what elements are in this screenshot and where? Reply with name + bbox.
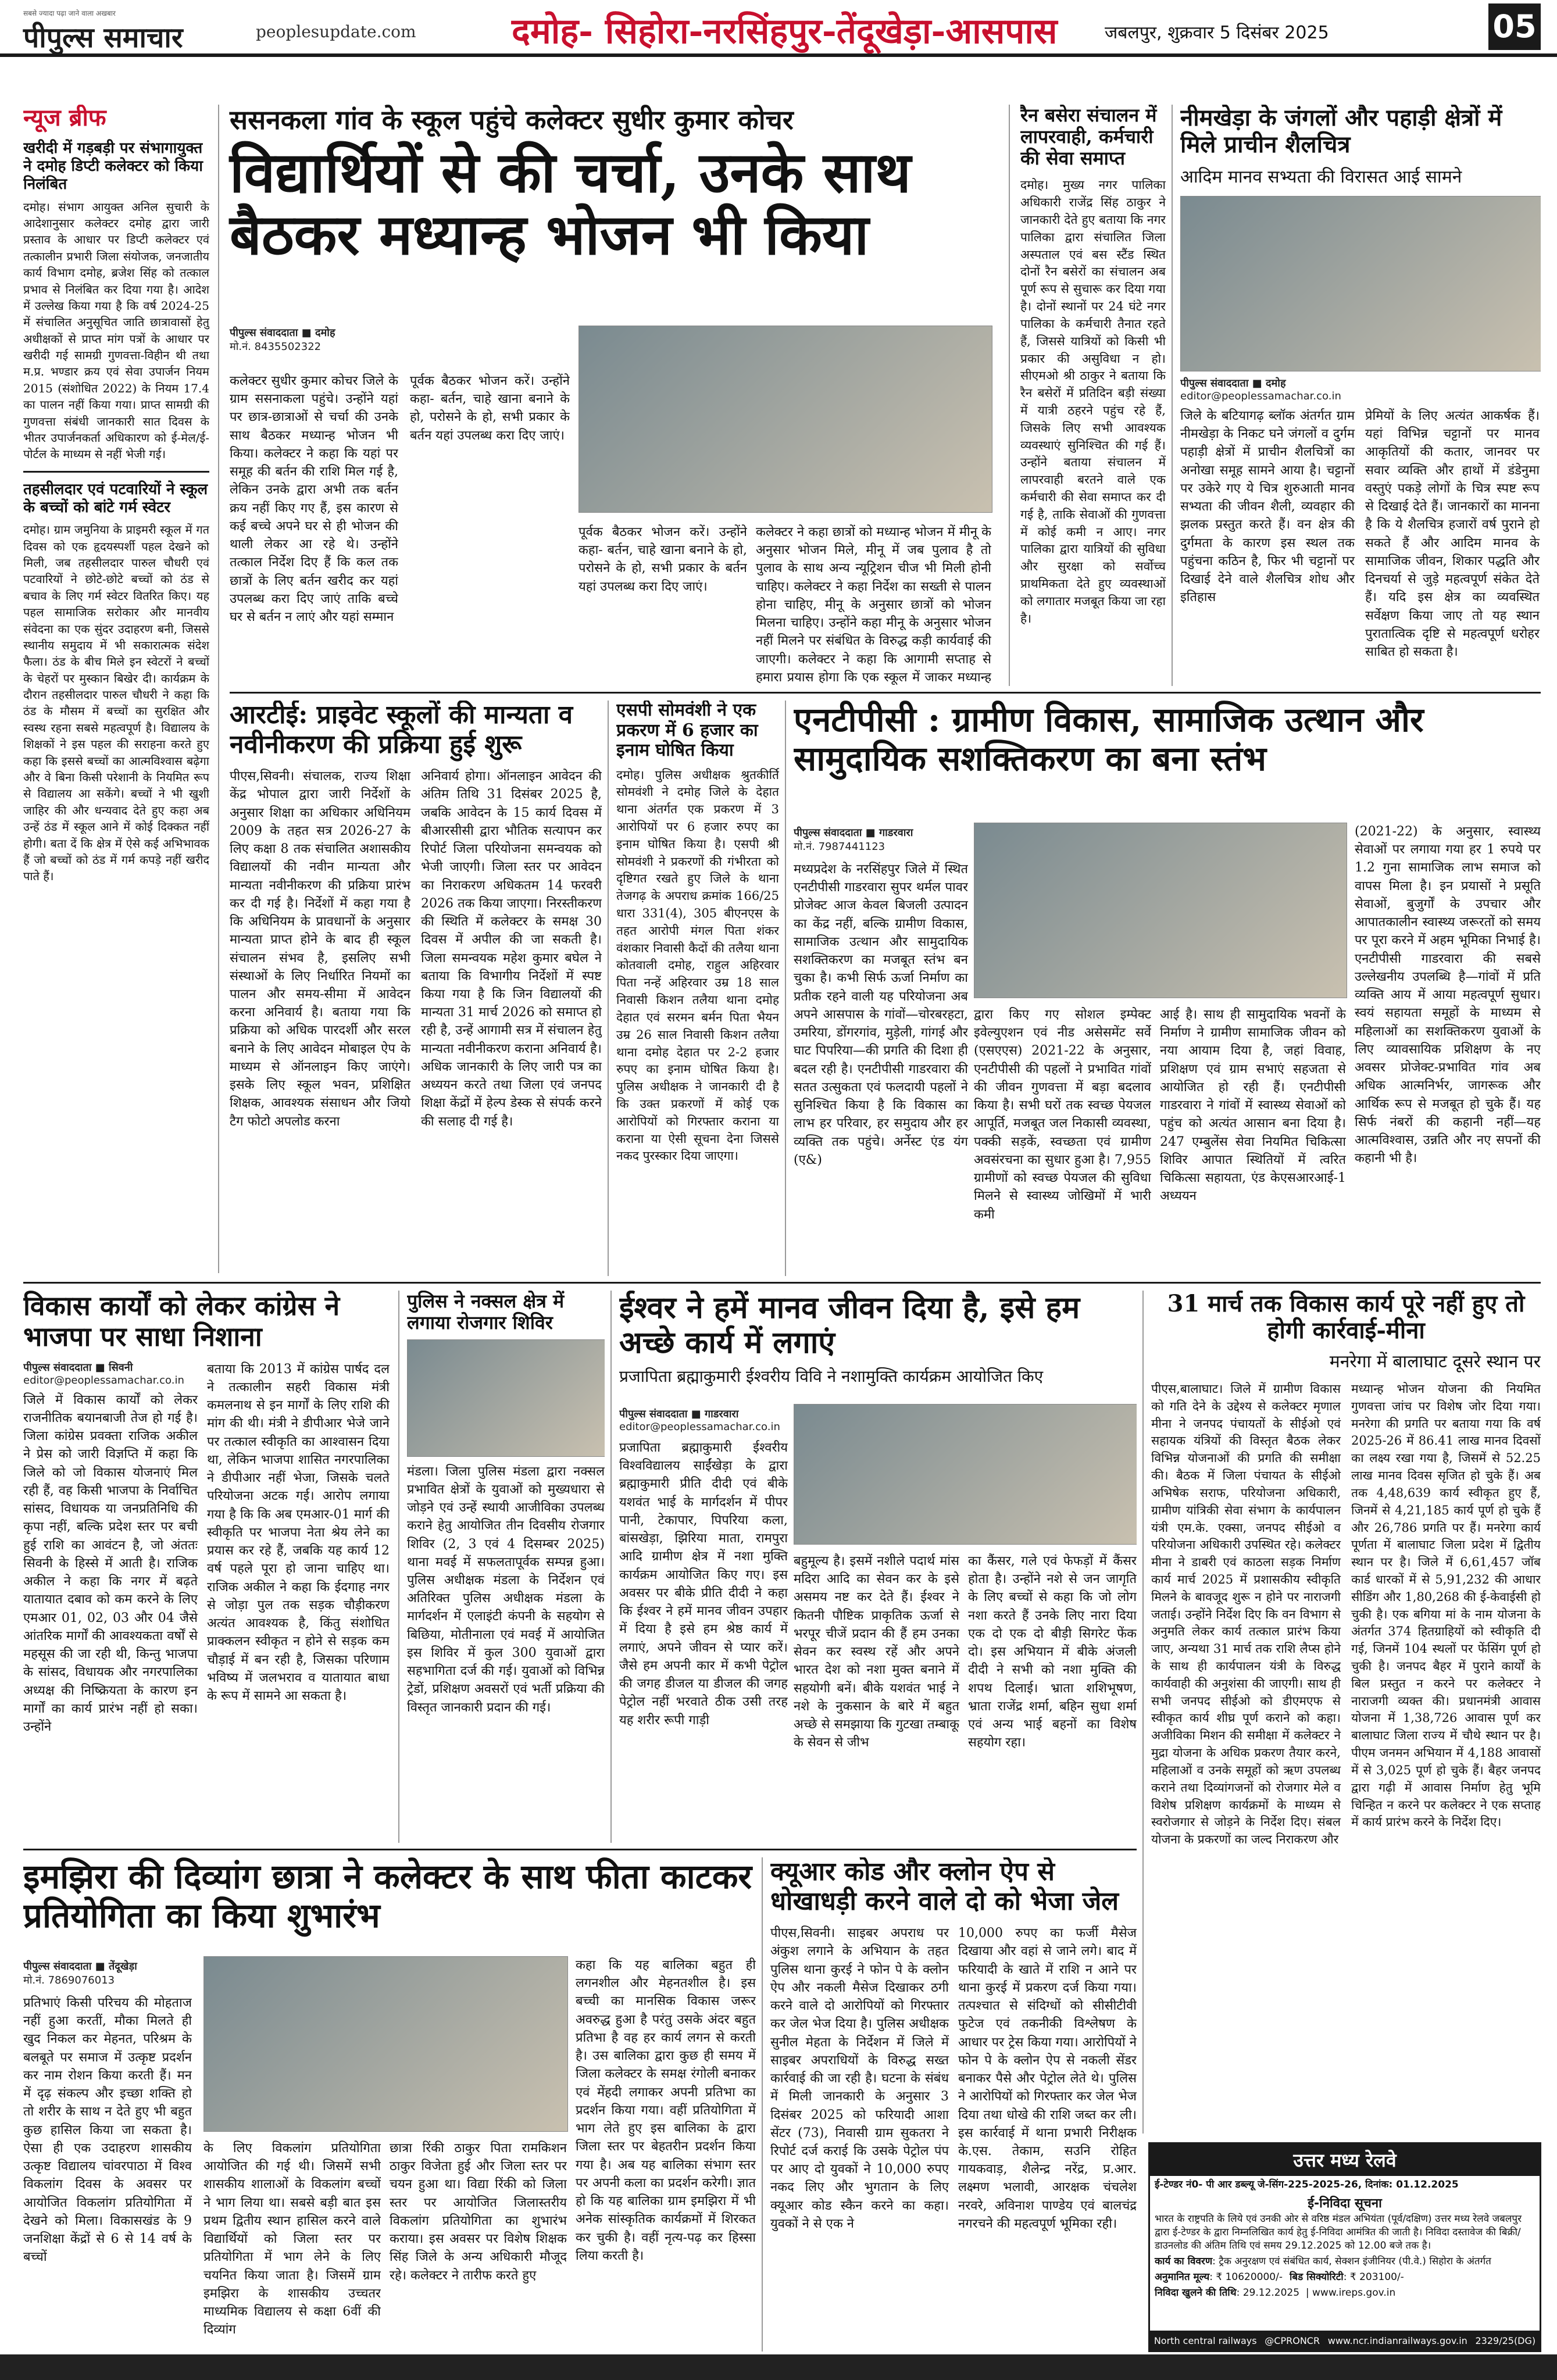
tender-emd-label: बिड सिक्योरिटी <box>1289 2271 1344 2283</box>
lead-col4: कलेक्टर ने कहा छात्रों को मध्यान्ह भोजन में मीनू के अनुसार भोजन मिले, मीनू में जब पुलाव है तो पुलाव के साथ अन्य न्यूट्रिशन चीज भी मिली होनी चाहिए। कलेक्टर ने कहा निर्देश का सख्ती से पालन होना चाहिए, मीनू के अनुसार छात्रों को भोजन मिलना चाहिए। उन्होंने कहा मीनू के अनुसार भोजन नहीं मिलने पर संबंधित के विरुद्ध कड़ी कार्यवाई की जाएगी। कलेक्टर ने कहा कि आगामी सप्ताह से हमारा प्रयास होगा कि एक स्कूल में जाकर मध्यान्ह <box>756 525 991 685</box>
sp-headline: एसपी सोमवंशी ने एक प्रकरण में 6 हजार का इनाम घोषित किया <box>616 701 758 760</box>
ntpc-plant-photo <box>974 823 1347 998</box>
ishwar-col3: का कैंसर, गले एवं फेफड़ों में कैंसर होता है। उन्होंने नशे से जन जागृति के लिए बच्चों से कहा कि जो लोग नशा करते हैं उनके लिए नारा दिया एक दो एक दो बीड़ी सिगरेट फेंक दो। इस अभियान में बीके अंजली दीदी ने सभी को नशा मुक्ति की शपथ दिलाई। भ्राता शशिभूषण, भ्राता राजेंद्र शर्मा, बहिन सुधा शर्मा एवं अन्य भाई बहनों का विशेष सहयोग रहा। <box>968 1554 1137 1750</box>
mnrega-subhead: मनरेगा में बालाघाट दूसरे स्थान पर <box>1329 1352 1541 1372</box>
tender-website[interactable]: www.ireps.gov.in <box>1312 2286 1396 2299</box>
mnrega-headline: 31 मार्च तक विकास कार्य पूरे नहीं हुए तो होगी कार्रवाई-मीना <box>1167 1291 1525 1344</box>
qr-fraud-col2: 10,000 रुपए का फर्जी मैसेज दिखाया और वहां से जाने लगे। बाद में फरियादी के खाते में राशि न आने पर थाना कुरई में प्रकरण दर्ज किया गया। तत्पश्चात से संदिग्धों को सीसीटीवी फुटेज एवं तकनीकी विश्लेषण के आधार पर ट्रेस किया गया। आरोपियों ने फोन पे के क्लोन ऐप से नकली सेंडर बनाकर पैसे और पेट्रोल लेते थे। पुलिस ने आरोपियों को गिरफ्तार कर जेल भेज दिया तथा धोखे की राशि जब्त कर ली। इस कार्रवाई में थाना प्रभारी निरीक्षक के.एस. तेकाम, सउनि रोहित गायकवाड़, शैलेन्द्र नरेंद्र, प्र.आर. लक्ष्मण भलावी, आरक्षक चंचलेश नरवरे, अविनाश पाण्डेय एवं बालचंद्र नगरचने की महत्वपूर्ण भूमिका रही। <box>958 1926 1137 2231</box>
sp-body: दमोह। पुलिस अधीक्षक श्रुतकीर्ति सोमवंशी ने दमोह जिले के देहात थाना अंतर्गत एक प्रकरण में 3 आरोपियों पर 6 हजार रुपए का इनाम घोषित किया है। एसपी श्री सोमवंशी ने प्रकरणों की गंभीरता को दृष्टिगत रखते हुए जिले के थाना तेजगढ़ के अपराध क्रमांक 166/25 धारा 331(4), 305 बीएनएस के तहत आरोपी मंगल पिता शंकर वंशकार निवासी कैदों की तलैया थाना कोतवाली दमोह, राहुल अहिरवार पिता नन्हें अहिरवार उम्र 18 साल निवासी किशन तलैया थाना दमोह देहात एवं सरमन बर्मन पिता भैयन उम्र 26 साल निवासी किशन तलैया थाना दमोह देहात पर 2-2 हजार रुपए का इनाम घोषित किया है। पुलिस अधीक्षक ने जानकारी दी है कि उक्त प्रकरणों में कोई एक आरोपियों को गिरफ्तार कराना या कराना या ऐसी सूचना देना जिससे नकद पुरस्कार दिया जाएगा। <box>616 767 779 1163</box>
lead-mobile: मो.नं. 8435502322 <box>230 341 322 353</box>
rte-col2: अनिवार्य होगा। ऑनलाइन आवेदन की अंतिम तिथि 31 दिसंबर 2025 है, जबकि आवेदन के 15 कार्य दिवस में बीआरसीसी द्वारा भौतिक सत्यापन कर रिपोर्ट जिला परियोजना समन्वयक को भेजी जाएगी। जिला स्तर पर आवेदन का निराकरण अधिकतम 14 फरवरी 2026 तक किया जाएगा। निरस्तीकरण की स्थिति में कलेक्टर के समक्ष 30 दिवस में अपील की जा सकती है। जिला समन्वयक महेश कुमार बघेल ने बताया कि विभागीय निर्देशों में स्पष्ट किया गया है कि जिन विद्यालयों की मान्यता 31 मार्च 2026 को समाप्त हो रही है, उन्हें आगामी सत्र में संचालन हेतु मान्यता नवीनीकरण कराना अनिवार्य है। अधिक जानकारी के लिए जारी पत्र का अध्ययन करते तथा जिला एवं जनपद शिक्षा केंद्रों में हेल्प डेस्क से संपर्क करने की सलाह दी गई है। <box>421 769 602 1129</box>
tender-footer-x[interactable]: @CPRONCR <box>1265 2335 1320 2346</box>
qr-fraud-story <box>770 1857 1137 2352</box>
tender-cost-label: अनुमानित मूल्य <box>1155 2271 1210 2283</box>
sp-story <box>616 701 779 1276</box>
brief-headline: तहसीलदार एवं पटवारियों ने स्कूल के बच्चों को बांटे गर्म स्वेटर <box>23 480 208 516</box>
tender-cost: ₹ 10620000/- <box>1216 2271 1283 2283</box>
tender-close: 29.12.2025 <box>1242 2286 1300 2299</box>
ntpc-byline: पीपुल्स संवाददाता ■ गाडरवारा <box>794 827 913 839</box>
congress-col1: जिले में विकास कार्यों को लेकर राजनीतिक बयानबाजी तेज हो गई है। जिला कांग्रेस प्रवक्ता राजिक अकील ने प्रेस को जारी विज्ञप्ति में कहा कि जिले को जो विकास योजनाएं मिल रही हैं, वह किसी भाजपा के निर्वाचित सांसद, विधायक या जनप्रतिनिधि की कृपा नहीं, बल्कि प्रदेश स्तर पर बची हुई राशि का आवंटन है, जो अंततः सिवनी के हिस्से में आती है। राजिक अकील ने कहा कि नगर में बढ़ते यातायात दबाव को कम करने के लिए एमआर 01, 02, 03 और 04 जैसे आंतरिक मार्गों की आवश्यकता वर्षों से महसूस की जा रही थी, किन्तु भाजपा के सांसद, विधायक और नगरपालिका अध्यक्ष की निष्क्रियता के कारण इन मार्गों का कार्य प्रारंभ नहीं हो सका। उन्होंने <box>23 1392 198 1734</box>
congress-email[interactable]: editor@peoplessamachar.co.in <box>23 1374 184 1386</box>
ntpc-mobile: मो.नं. 7987441123 <box>794 841 885 853</box>
ntpc-col3: आई है। साथ ही सामुदायिक भवनों के निर्माण ने ग्रामीण सामाजिक जीवन को नया आयाम दिया है, जहां विवाह, प्रशिक्षण एवं ग्राम सभाएं सहजता से आयोजित हो रही हैं। एनटीपीसी गाडरवारा ने गांवों में स्वास्थ्य सेवाओं को पहुंच को अत्यंत आसान बना दिया है। 247 एम्बुलेंस सेवा नियमित चिकित्सा शिविर आपात स्थितियों में त्वरित चिकित्सा सहायता, एंड केएसआरआई-1 अध्ययन <box>1160 1007 1346 1204</box>
rockart-story <box>1180 105 1541 686</box>
rte-headline: आरटीई: प्राइवेट स्कूलों की मान्यता व नवीनीकरण की प्रक्रिया हुई शुरू <box>230 701 573 759</box>
ishwar-subhead: प्रजापिता ब्रह्माकुमारी ईश्वरीय विवि ने नशामुक्ति कार्यक्रम आयोजित किए <box>619 1366 1044 1386</box>
brief-body: दमोह। ग्राम जमुनिया के प्राइमरी स्कूल में गत दिवस को एक हृदयस्पर्शी पहल देखने को मिली, जब तहसीलदार पारुल चौधरी एवं पटवारियों ने छोटे-छोटे बच्चों को ठंड से बचाव के लिए गर्म स्वेटर वितरित किए। यह पहल सामाजिक सरोकार और मानवीय संवेदना का एक सुंदर उदाहरण बनी, जिससे स्थानीय समुदाय में भी सकारात्मक संदेश फैला। ठंड के बीच मिले इन स्वेटरों ने बच्चों के चेहरों पर मुस्कान बिखेर दी। कार्यक्रम के दौरान तहसीलदार पारुल चौधरी ने कहा कि ठंड के मौसम में बच्चों का सुरक्षित और स्वस्थ रहना सबसे महत्वपूर्ण है। विद्यालय के शिक्षकों ने इस पहल की सराहना करते हुए कहा कि इससे बच्चों का आत्मविश्वास बढ़ेगा और वे बिना किसी परेशानी के नियमित रूप से विद्यालय आ सकेंगे। बच्चों ने भी खुशी जाहिर की और धन्यवाद देते हुए कहा अब उन्हें ठंड में स्कूल आने में कोई दिक्कत नहीं होगी। बता दें कि क्षेत्र में ऐसे कई अभिभावक हैं जो बच्चों को ठंड में गर्म कपड़े नहीं खरीद पाते हैं। <box>23 523 209 884</box>
lead-byline: पीपुल्स संवाददाता ■ दमोह <box>230 327 335 339</box>
divyang-col1: प्रतिभाएं किसी परिचय की मोहताज नहीं हुआ करतीं, मौका मिलते ही खुद निकल कर मेहनत, परिश्रम के बलबूते पर समाज में उत्कृष्ट प्रदर्शन कर नाम रोशन किया करती हैं। मन में दृढ़ संकल्प और इच्छा शक्ति हो तो शरीर के साथ न देते हुए भी बहुत कुछ हासिल किया जा सकता है। ऐसा ही एक उदाहरण शासकीय उत्कृष्ट विद्यालय चांवरपाठा में विश्व विकलांग दिवस के अवसर पर आयोजित विकलांग प्रतियोगिता में देखने को मिला। विकासखंड के 9 जनशिक्षा केंद्रों से 6 से 14 वर्ष के बच्चों <box>23 1996 192 2265</box>
divyang-col2: के लिए विकलांग प्रतियोगिता आयोजित की गई थी। जिसमें सभी शासकीय शालाओं के विकलांग बच्चों ने भाग लिया था। सबसे बड़ी बात इस प्रथम द्वितीय स्थान हासिल करने वाले विद्यार्थियों को जिला स्तर पर प्रतियोगिता में भाग लेने के लिए चयनित किया जाता है। जिसमें ग्राम इमझिरा के शासकीय उच्चतर माध्यमिक विद्यालय से कक्षा 6वीं की दिव्यांग <box>203 2141 381 2338</box>
tender-ref: ई-टेण्डर नं0- पी आर डब्ल्यू जे-सिंग-225-2025-26, दिनांक: 01.12.2025 <box>1155 2179 1459 2190</box>
edition-date: जबलपुर, शुक्रवार 5 दिसंबर 2025 <box>1105 23 1329 43</box>
railway-tender-ad: उत्तर मध्य रेलवे ई-टेण्डर नं0- पी आर डब्ल्यू जे-सिंग-225-2025-26, दिनांक: 01.12.2025 ई-निविदा सूचना भारत के राष्ट्रपति के लिये एवं उनकी ओर से वरिष्ठ मंडल अभियंता (पूर्व/दक्षिण) उत्तर मध्य रेलवे जबलपुर द्वारा ई-टेण्डर के द्वारा निम्नलिखित कार्य हेतु ई-निविदा आमंत्रित की जाती है। निविदा दस्तावेज की बिक्री/डाउनलोड की अंतिम तिथि एवं समय 29.12.2025 को 12.00 बजे तक है। कार्य का विवरण: ट्रैक अनुरक्षण एवं संबंधित कार्य, सेक्शन इंजीनियर (पी.वे.) सिहोरा के अंतर्गत अनुमानित मूल्य: ₹ 10620000/- बिड सिक्योरिटी: ₹ 203100/- निविदा खुलने की तिथि: 29.12.2025 | www.ireps.gov.in North central railways @CPRONCR www.ncr.indianrailways.gov.in 2329/25(DG) <box>1148 2142 1541 2352</box>
ishwar-col2: बहुमूल्य है। इसमें नशीले पदार्थ मांस मदिरा आदि का सेवन कर के इसे असमय नष्ट कर देते हैं। ईश्वर ने कितनी पौष्टिक प्राकृतिक ऊर्जा से भरपूर चीजें प्रदान की हैं हम उनका सेवन कर स्वस्थ रहें और अपने भारत देश को नशा मुक्त बनाने में सहयोगी बनें। बीके यशवंत भाई ने नशे के नुकसान के बारे में बहुत अच्छे से समझाया कि गुटखा तम्बाकू के सेवन से जीभ <box>794 1554 959 1750</box>
tender-footer-handle[interactable]: North central railways <box>1154 2335 1257 2346</box>
rte-story <box>230 701 602 1276</box>
divyang-col3: छात्रा रिंकी ठाकुर पिता रामकिशन ठाकुर विजेता हुई और जिला स्तर पर चयन हुआ था। विद्या रिंकी को जिला स्तर पर आयोजित जिलास्तरीय विकलांग प्रतियोगिता का शुभारंभ कराया। इस अवसर पर विशेष शिक्षक सिंह जिले के अन्य अधिकारी मौजूद रहे। कलेक्टर ने तारीफ करते हुए <box>390 2141 567 2283</box>
tender-close-label: निविदा खुलने की तिथि <box>1155 2286 1237 2299</box>
lead-kicker: ससनकला गांव के स्कूल पहुंचे कलेक्टर सुधीर कुमार कोचर <box>230 104 794 135</box>
divyang-byline: पीपुल्स संवाददाता ■ तेंदूखेड़ा <box>23 1960 137 1972</box>
masthead <box>0 0 1557 57</box>
qr-fraud-headline: क्यूआर कोड और क्लोन ऐप से धोखाधड़ी करने वाले दो को भेजा जेल <box>770 1857 1119 1916</box>
lead-col2: पूर्वक बैठकर भोजन करें। उन्होंने कहा- बर्तन, चाहे खाना बनाने के हो, परोसने के हो, सभी प्रकार के बर्तन यहां उपलब्ध करा दिए जाएं। <box>410 374 570 443</box>
tender-title: ई-निविदा सूचना <box>1308 2196 1382 2211</box>
mnrega-col2: मध्यान्ह भोजन योजना की नियमित गुणवत्ता जांच पर विशेष जोर दिया गया। मनरेगा की प्रगति पर बताया गया कि वर्ष 2025-26 में 86.41 लाख मानव दिवसों का लक्ष्य रखा गया है, जिसमें से 52.25 लाख मानव दिवस सृजित हो चुके हैं। अब तक 4,48,639 कार्य स्वीकृत हुए हैं, जिनमें से 4,21,185 कार्य पूर्ण हो चुके हैं और 26,786 प्रगति पर हैं। मनरेगा कार्य पूर्णता में बालाघाट जिला प्रदेश में द्वितीय स्थान पर है। जिले में 6,61,457 जॉब कार्ड धारकों में से 5,91,232 की आधार सीडिंग और 1,80,268 की ई-केवाईसी हो चुकी है। एक बगिया मां के नाम योजना के अंतर्गत 374 हितग्राहियों को स्वीकृति दी गई, जिनमें 104 स्थलों पर फेंसिंग पूर्ण हो चुकी है। जनपद बैहर में पुराने कार्यों के बिल प्रस्तुत न करने पर कलेक्टर ने नाराजगी व्यक्त की। प्रधानमंत्री आवास योजना में 1,38,726 आवास पूर्ण कर बालाघाट जिला राज्य में चौथे स्थान पर है। पीएम जनमन अभियान में 4,188 आवासों में से 3,025 पूर्ण हो चुके हैं। बैहर जनपद द्वारा गढ़ी में आवास निर्माण हेतु भूमि चिन्हित न करने पर कलेक्टर ने एक सप्ताह में कार्य प्रारंभ करने के निर्देश दिए। <box>1351 1382 1541 1829</box>
tender-intro: भारत के राष्ट्रपति के लिये एवं उनकी ओर से वरिष्ठ मंडल अभियंता (पूर्व/दक्षिण) उत्तर मध्य रेलवे जबलपुर द्वारा ई-टेण्डर के द्वारा निम्नलिखित कार्य हेतु ई-निविदा आमंत्रित की जाती है। निविदा दस्तावेज की बिक्री/डाउनलोड की अंतिम तिथि एवं समय 29.12.2025 को 12.00 बजे तक है। <box>1155 2213 1522 2252</box>
ntpc-col4: (2021-22) के अनुसार, स्वास्थ्य सेवाओं पर लगाया गया हर 1 रुपये पर 1.2 गुना सामाजिक लाभ समाज को वापस मिला है। इन प्रयासों ने प्रसूति सेवाओं, बुजुर्गों के उपचार और आपातकालीन स्वास्थ्य जरूरतों को समय पर पूरा करने में अहम भूमिका निभाई है। एनटीपीसी गाडरवारा की सबसे उल्लेखनीय उपलब्धि है—गांवों में प्रति व्यक्ति आय में आया महत्वपूर्ण सुधार। स्वयं सहायता समूहों के माध्यम से महिलाओं का सशक्तिकरण युवाओं के लिए व्यावसायिक प्रशिक्षण के नए अवसर प्रोजेक्ट-प्रभावित गांव अब अधिक आत्मनिर्भर, जागरूक और आर्थिक रूप से मजबूत हो चुके हैं। यह सिर्फ नंबरों की कहानी नहीं—यह आत्मविश्वास, उन्नति और नए सपनों की कहानी भी है। <box>1355 824 1541 1166</box>
divyang-photo <box>203 1956 568 2132</box>
qr-fraud-col1: पीएस,सिवनी। साइबर अपराध पर अंकुश लगाने के अभियान के तहत पुलिस थाना कुरई ने फोन पे के क्लोन ऐप और नकली मैसेज दिखाकर ठगी करने वाले दो आरोपियों को गिरफ्तार कर जेल भेज दिया है। पुलिस अधीक्षक सुनील मेहता के निर्देशन में जिले में साइबर अपराधियों के विरुद्ध सख्त कार्रवाई की जा रही है। घटना के संबंध में मिली जानकारी के अनुसार 3 दिसंबर 2025 को फरियादी आशा सेंटर (73), निवासी ग्राम सुकतरा ने रिपोर्ट दर्ज कराई कि उसके पेट्रोल पंप पर आए दो युवकों ने 10,000 रुपए नकद लिए और भुगतान के लिए क्यूआर कोड स्कैन करने का कहा। युवकों ने से एक ने <box>770 1926 949 2231</box>
rockart-email[interactable]: editor@peoplessamachar.co.in <box>1180 390 1341 402</box>
newspaper-logo: सबसे ज्यादा पढ़ा जाने वाला अखबार पीपुल्स समाचार <box>23 9 183 54</box>
congress-byline: पीपुल्स संवाददाता ■ सिवनी <box>23 1361 133 1374</box>
divyang-story <box>23 1857 756 2352</box>
lead-photo-school-lunch <box>578 326 992 513</box>
rockart-photo <box>1180 196 1541 371</box>
shelter-headline: रैन बसेरा संचालन में लापरवाही, कर्मचारी की सेवा समाप्त <box>1020 105 1157 169</box>
site-url[interactable]: peoplesupdate.com <box>256 22 416 41</box>
ishwar-byline: पीपुल्स संवाददाता ■ गाडरवारा <box>619 1408 739 1420</box>
lead-col1: कलेक्टर सुधीर कुमार कोचर जिले के ग्राम ससनाकला पहुंचे। उन्होंने यहां पर छात्र-छात्राओं से चर्चा की उनके साथ बैठकर मध्यान्ह भोजन भी किया। कलेक्टर ने कहा कि यहां पर समूह की बर्तन की राशि मिल गई है, लेकिन उनके द्वारा अभी तक बर्तन क्रय नहीं किए गए हैं, इस कारण से कई बच्चे अपने घर से ही भोजन की थाली लेकर आ रहे थे। उन्होंने तत्काल निर्देश दिए हैं कि कल तक छात्रों के लिए बर्तन खरीद कर यहां उपलब्ध करा दिए जाएं ताकि बच्चे घर से बर्तन न लाएं और यहां सम्मान <box>230 374 398 625</box>
ntpc-col2: द्वारा किए गए सोशल इम्पेक्ट इवेल्युएशन एवं नीड असेसमेंट सर्वे (एसएएस) 2021-22 के अनुसार, एनटीपीसी की पहलों ने प्रभावित गांवों की जीवन गुणवत्ता में बड़ा बदलाव किया है। सभी घरों तक स्वच्छ पेयजल आपूर्ति, मजबूत जल निकासी व्यवस्था, पक्की सड़कें, स्वच्छता एवं ग्रामीण अवसंरचना का सुधार हुआ है। 7,955 ग्रामीणों को स्वच्छ पेयजल की सुविधा मिलने से स्वास्थ्य जोखिमों में भारी कमी <box>974 1007 1151 1222</box>
congress-col2: बताया कि 2013 में कांग्रेस पार्षद दल ने तत्कालीन सहरी विकास मंत्री कमलनाथ से इन मार्गों के लिए राशि की मांग की थी। मंत्री ने डीपीआर भेजे जाने पर तत्काल स्वीकृति का आश्वासन दिया था, लेकिन भाजपा शासित नगरपालिका ने डीपीआर नहीं भेजा, जिसके चलते परियोजना अटक गई। आरोप लगाया गया है कि कि अब एमआर-01 मार्ग की स्वीकृति पर भाजपा नेता श्रेय लेने का प्रयास कर रहे हैं, जबकि यह कार्य 12 वर्ष पहले पूरा हो जाना चाहिए था। राजिक अकील ने कहा कि ईदगाह नगर से जोड़ा पुल तक सड़क चौड़ीकरण अत्यंत आवश्यक है, किंतु संशोधित प्राक्कलन स्वीकृत न होने से सड़क कम चौड़ाई में बन रही है, जिसका परिणाम भविष्य में जलभराव व यातायात बाधा के रूप में सामने आ सकता है। <box>207 1361 390 1703</box>
tender-railway-name: उत्तर मध्य रेलवे <box>1150 2144 1540 2176</box>
police-camp-body: मंडला। जिला पुलिस मंडला द्वारा नक्सल प्रभावित क्षेत्रों के युवाओं को मुख्यधारा से जोड़ने एवं उन्हें स्थायी आजीविका उपलब्ध कराने हेतु आयोजित तीन दिवसीय रोजगार शिविर (2, 3 एवं 4 दिसम्बर 2025) थाना मवई में सफलतापूर्वक सम्पन्न हुआ। पुलिस अधीक्षक मंडला के निर्देशन एवं अतिरिक्त पुलिस अधीक्षक मंडला के मार्गदर्शन में एलाइंटी कंपनी के सहयोग से बिछिया, मोतीनाला एवं मवई में आयोजित इस शिविर में कुल 300 युवाओं द्वारा सहभागिता दर्ज की गई। युवाओं को विभिन्न ट्रेडों, प्रशिक्षण अवसरों एवं भर्ती प्रक्रिया की विस्तृत जानकारी प्रदान की गई। <box>407 1464 605 1715</box>
shelter-body: दमोह। मुख्य नगर पालिका अधिकारी राजेंद्र सिंह ठाकुर ने जानकारी देते हुए बताया कि नगर पालिका द्वारा संचालित जिला अस्पताल एवं बस स्टैंड स्थित दोनों रैन बसेरों का संचालन अब पूर्ण रूप से सुचारू कर दिया गया है। दोनों स्थानों पर 24 घंटे नगर पालिका के कर्मचारी तैनात रहते हैं, जिससे यात्रियों को किसी भी प्रकार की असुविधा न हो। सीएमओ श्री ठाकुर ने बताया कि रैन बसेरों में प्रतिदिन बड़ी संख्या में यात्री ठहरने पहुंच रहे हैं, जिसके लिए सभी आवश्यक व्यवस्थाएं सुनिश्चित की गई हैं। उन्होंने बताया संचालन में लापरवाही बरतने वाले एक कर्मचारी की सेवा समाप्त कर दी गई है, ताकि सेवाओं की गुणवत्ता में कोई कमी न आए। नगर पालिका द्वारा यात्रियों की सुविधा और सुरक्षा को सर्वोच्च प्राथमिकता देते हुए व्यवस्थाओं को लगातार मजबूत किया जा रहा है। <box>1020 178 1166 626</box>
tender-footer-site[interactable]: www.ncr.indianrailways.gov.in <box>1327 2335 1467 2346</box>
page-number: 05 <box>1488 3 1541 50</box>
police-camp-photo <box>407 1339 605 1457</box>
ntpc-col1: मध्यप्रदेश के नरसिंहपुर जिले में स्थित एनटीपीसी गाडरवारा सुपर थर्मल पावर प्रोजेक्ट आज केवल बिजली उत्पादन का केंद्र नहीं, बल्कि ग्रामीण विकास, सामाजिक उत्थान और सामुदायिक सशक्तिकरण का मजबूत स्तंभ बन चुका है। कभी सिर्फ ऊर्जा निर्माण का प्रतीक रहने वाली यह परियोजना अब अपने आसपास के गांवों—चोरबरहटा, उमरिया, डोंगरगांव, मुड़ेली, गांगई और घाट पिपरिया—की प्रगति की दिशा ही बदल रही है। एनटीपीसी गाडरवारा की सतत उत्सुकता एवं फलदायी पहलों ने सुनिश्चित किया है कि विकास का लाभ हर परिवार, हर समुदाय और हर व्यक्ति तक पहुंचे। अर्नेस्ट एंड यंग (ए&) <box>794 862 968 1167</box>
congress-headline: विकास कार्यों को लेकर कांग्रेस ने भाजपा पर साधा निशाना <box>23 1291 340 1352</box>
lead-story <box>230 105 1000 686</box>
lead-headline: विद्यार्थियों से की चर्चा, उनके साथ बैठकर मध्यान्ह भोजन भी किया <box>230 139 911 268</box>
ntpc-headline: एनटीपीसी : ग्रामीण विकास, सामाजिक उत्थान और सामुदायिक सशक्तिकरण का बना स्तंभ <box>794 701 1424 778</box>
police-camp-story <box>407 1291 605 1843</box>
lead-col3: पूर्वक बैठकर भोजन करें। उन्होंने कहा- बर्तन, चाहे खाना बनाने के हो, परोसने के हो, सभी प्रकार के बर्तन यहां उपलब्ध करा दिए जाएं। <box>578 525 747 594</box>
tender-work: ट्रैक अनुरक्षण एवं संबंधित कार्य, सेक्शन इंजीनियर (पी.वे.) सिहोरा के अंतर्गत <box>1219 2255 1491 2267</box>
mnrega-col1: पीएस,बालाघाट। जिले में ग्रामीण विकास को गति देने के उद्देश्य से कलेक्टर मृणाल मीना ने जनपद पंचायतों के सीईओ एवं सहायक यंत्रियों की विस्तृत बैठक लेकर विभिन्न योजनाओं की प्रगति की समीक्षा की। बैठक में जिला पंचायत के सीईओ अभिषेक सराफ, परियोजना अधिकारी, ग्रामीण यांत्रिकी सेवा संभाग के कार्यपालन यंत्री एम.के. एक्सा, जनपद सीईओ व परियोजना अधिकारी उपस्थित रहे। कलेक्टर मीना ने डाबरी एवं काठला सड़क निर्माण कार्य मार्च 2025 में प्रशासकीय स्वीकृति मिलने के बावजूद शुरू न होने पर नाराजगी जताई। उन्होंने निर्देश दिए कि वन विभाग से अनुमति लेकर कार्य तत्काल प्रारंभ किया जाए, अन्यथा 31 मार्च तक राशि लैप्स होने के साथ ही कार्यपालन यंत्री के विरुद्ध कार्यवाही की अनुशंसा की जाएगी। साथ ही सभी जनपद सीईओ को डीएमएफ से स्वीकृत कार्य शीघ्र पूर्ण कराने को कहा। अजीविका मिशन की समीक्षा में कलेक्टर ने मुद्रा योजना के अधिक प्रकरण तैयार करने, महिलाओं व उनके समूहों को ऋण उपलब्ध कराने तथा दिव्यांगजनों को रोजगार मेले व विशेष प्रशिक्षण कार्यक्रमों के माध्यम से स्वरोजगार से जोड़ने के निर्देश दिए। संबल योजना के प्रकरणों का जल्द निराकरण और <box>1151 1382 1341 1847</box>
rockart-subhead: आदिम मानव सभ्यता की विरासत आई सामने <box>1180 167 1462 187</box>
ntpc-story <box>794 701 1541 1276</box>
brief-headline: खरीदी में गड़बड़ी पर संभागायुक्त ने दमोह डिप्टी कलेक्टर को किया निलंबित <box>23 140 203 194</box>
ishwar-story <box>619 1291 1137 1843</box>
page-regions-title: दमोह- सिहोरा-नरसिंहपुर-तेंदूखेड़ा-आसपास <box>512 11 1058 52</box>
shelter-story <box>1020 105 1166 686</box>
rockart-col2: प्रेमियों के लिए अत्यंत आकर्षक हैं। यहां विभिन्न चट्टानों पर मानव आकृतियों की कतार, जानवर पर सवार व्यक्ति और हाथों में डंडेनुमा वस्तुएं पकड़े लोगों के चित्र स्पष्ट रूप से दिखाई देते हैं। जानकारों का मानना है कि ये शैलचित्र हजारों वर्ष पुराने हो सकते हैं और आदिम मानव के सामाजिक जीवन, शिकार पद्धति और दिनचर्या से जुड़े महत्वपूर्ण संकेत देते हैं। यदि इस क्षेत्र का व्यवस्थित सर्वेक्षण किया जाए तो यह स्थान पुरातात्विक दृष्टि से महत्वपूर्ण धरोहर साबित हो सकता है। <box>1365 409 1540 660</box>
divyang-col4: कहा कि यह बालिका बहुत ही लगनशील और मेहनतशील है। इस बच्ची का मानसिक विकास जरूर अवरुद्ध हुआ है परंतु उसके अंदर बहुत प्रतिभा है वह हर कार्य लगन से करती है। उस बालिका द्वारा कुछ ही समय में जिला कलेक्टर के समक्ष रंगोली बनाकर एवं मेंहदी लगाकर अपनी प्रतिभा का प्रदर्शन किया गया। वहीं प्रतियोगिता में भाग लेते हुए इस बालिका के द्वारा जिला स्तर पर बेहतरीन प्रदर्शन किया गया है। अब यह बालिका संभाग स्तर पर अपनी कला का प्रदर्शन करेगी। ज्ञात हो कि यह बालिका ग्राम इमझिरा में भी अनेक सांस्कृतिक कार्यक्रमों में शिरकत कर चुकी है। वहीं नृत्य-पढ़ कर हिस्सा लिया करती है। <box>576 1958 756 2263</box>
rockart-byline: पीपुल्स संवाददाता ■ दमोह <box>1180 377 1286 389</box>
divyang-mobile: मो.नं. 7869076013 <box>23 1974 115 1986</box>
congress-story <box>23 1291 390 1843</box>
page-footer-bar <box>0 2354 1557 2380</box>
ishwar-email[interactable]: editor@peoplessamachar.co.in <box>619 1421 780 1433</box>
rockart-headline: नीमखेड़ा के जंगलों और पहाड़ी क्षेत्रों में मिले प्राचीन शैलचित्र <box>1180 105 1502 158</box>
ishwar-headline: ईश्वर ने हमें मानव जीवन दिया है, इसे हम अच्छे कार्य में लगाएं <box>619 1291 1080 1360</box>
police-camp-headline: पुलिस ने नक्सल क्षेत्र में लगाया रोजगार शिविर <box>407 1291 565 1334</box>
rockart-col1: जिले के बटियागढ़ ब्लॉक अंतर्गत ग्राम नीमखेड़ा के निकट घने जंगलों व दुर्गम पहाड़ी क्षेत्रों में प्राचीन शैलचित्रों का अनोखा समूह सामने आया है। चट्टानों पर उकेरे गए ये चित्र शुरुआती मानव सभ्यता की जीवन शैली, व्यवहार की झलक प्रस्तुत करते हैं। वन क्षेत्र की दुर्गमता के कारण इस स्थल तक पहुंचना कठिन है, फिर भी चट्टानों पर दिखाई देने वाले शैलचित्र शोध और इतिहास <box>1180 409 1355 605</box>
brief-body: दमोह। संभाग आयुक्त अनिल सुचारी के आदेशानुसार कलेक्टर दमोह द्वारा जारी प्रस्ताव के आधार पर डिप्टी कलेक्टर एवं तत्कालीन प्रभारी जिला संयोजक, जनजातीय कार्य विभाग दमोह, ब्रजेश सिंह को तत्काल प्रभाव से निलंबित कर दिया गया है। आदेश में उल्लेख किया गया है कि वर्ष 2024-25 में संचालित अनुसूचित जाति छात्रावासों हेतु अधीक्षकों से प्राप्त मांग पत्रों के आधार पर खरीदी गई सामग्री गुणवत्ता-विहीन थी तथा म.प्र. भण्डार क्रय एवं सेवा उपार्जन नियम 2015 (संशोधित 2022) के नियम 17.4 का पालन नहीं किया गया। प्राप्त सामग्री की गुणवत्ता संबंधी जानकारी सात दिवस के भीतर उपार्जनकर्ता अधिकारण को ई-मेल/ई-पोर्टल के माध्यम से नहीं भेजी गई। <box>23 199 209 462</box>
tender-code: 2329/25(DG) <box>1475 2335 1536 2346</box>
tender-work-label: कार्य का विवरण <box>1155 2255 1213 2267</box>
ishwar-photo <box>794 1404 1137 1545</box>
rte-col1: पीएस,सिवनी। संचालक, राज्य शिक्षा केंद्र भोपाल द्वारा जारी निर्देशों के अनुसार शिक्षा का अधिकार अधिनियम 2009 के तहत सत्र 2026-27 के लिए कक्षा 8 तक संचालित अशासकीय विद्यालयों की नवीन मान्यता और मान्यता नवीनीकरण की प्रक्रिया प्रारंभ कर दी गई है। निर्देशों में कहा गया है कि अधिनियम के प्रावधानों के अनुसार मान्यता प्राप्त होने के बाद ही स्कूल संचालन संभव है, इसलिए सभी संस्थाओं के लिए निर्धारित नियमों का पालन और समय-सीमा में आवेदन करना अनिवार्य है। बताया गया कि प्रक्रिया को अधिक पारदर्शी और सरल बनाने के लिए आवेदन मोबाइल ऐप के माध्यम से ऑनलाइन किए जाएंगे। इसके लिए स्कूल भवन, प्रशिक्षित शिक्षक, आवश्यक संसाधन और जियो टैग फोटो अपलोड करना <box>230 769 410 1129</box>
mnrega-story <box>1151 1291 1541 2134</box>
news-brief-label: न्यूज ब्रीफ <box>23 105 106 131</box>
tender-emd: ₹ 203100/- <box>1349 2271 1404 2283</box>
news-brief-column <box>23 105 209 1273</box>
ishwar-col1: प्रजापिता ब्रह्माकुमारी ईश्वरीय विश्वविद्यालय साईंखेड़ा के द्वारा ब्रह्माकुमारी प्रीति दीदी एवं बीके यशवंत भाई के मार्गदर्शन में पीपर पानी, टेकापार, पिपरिया कला, बांसखेड़ा, झिरिया माता, रामपुरा आदि ग्रामीण क्षेत्र में नशा मुक्ति कार्यक्रम आयोजित किए गए। इस अवसर पर बीके प्रीति दीदी ने कहा कि ईश्वर ने हमें मानव जीवन उपहार में दिया है इसे हम श्रेष्ठ कार्य में लगाएं, अपने जीवन से प्यार करें। जैसे हम अपनी कार में कभी पेट्रोल की जगह डीजल या डीजल की जगह पेट्रोल नहीं भरवाते ठीक उसी तरह यह शरीर रूपी गाड़ी <box>619 1441 788 1728</box>
divyang-headline: इमझिरा की दिव्यांग छात्रा ने कलेक्टर के साथ फीता काटकर प्रतियोगिता का किया शुभारंभ <box>23 1857 752 1935</box>
